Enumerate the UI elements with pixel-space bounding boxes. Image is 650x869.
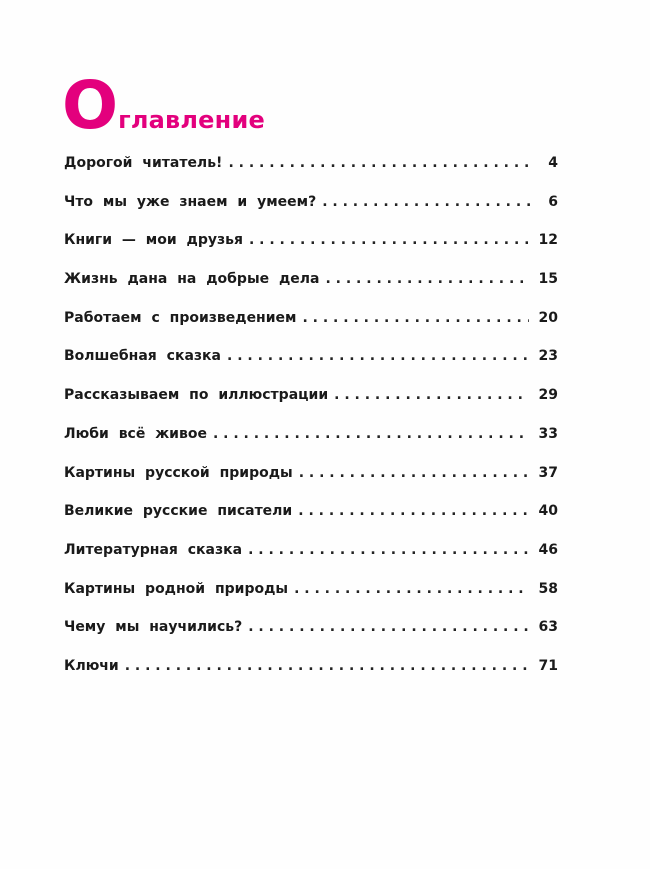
toc-entry-label: Что мы уже знаем и умеем? (64, 193, 317, 210)
toc-entry-page-number: 6 (548, 193, 558, 210)
toc-entry-label: Ключи (64, 657, 119, 674)
toc-entry-page-number: 63 (538, 619, 558, 636)
toc-entry-russian-nature[interactable] (64, 465, 558, 504)
toc-entry-label: Работаем с произведением (64, 309, 297, 326)
toc-entry-native-nature[interactable] (64, 581, 558, 620)
dot-leader (299, 465, 529, 481)
dot-leader (298, 503, 528, 519)
toc-entry-literary-tale[interactable] (64, 542, 558, 581)
toc-entry-page-number: 71 (538, 657, 558, 674)
toc-entry-dear-reader[interactable] (64, 155, 558, 194)
toc-entry-label: Великие русские писатели (64, 503, 293, 520)
toc-entry-working-with-text[interactable] (64, 310, 558, 349)
title-rest: главление (118, 106, 265, 135)
toc-entry-page-number: 40 (538, 503, 558, 520)
toc-entry-answer-keys[interactable] (64, 658, 558, 697)
dot-leader (325, 271, 528, 287)
toc-entry-label: Жизнь дана на добрые дела (64, 271, 320, 288)
toc-entry-illustration-story[interactable] (64, 387, 558, 426)
toc-entry-page-number: 20 (538, 309, 558, 326)
dot-leader (248, 542, 528, 558)
toc-entry-page-number: 33 (538, 425, 558, 442)
dot-leader (228, 155, 530, 171)
dot-leader (248, 619, 528, 635)
toc-entry-magic-tale[interactable] (64, 348, 558, 387)
toc-entry-page-number: 29 (538, 387, 558, 404)
dot-leader (322, 194, 530, 210)
toc-entry-what-we-learned[interactable] (64, 619, 558, 658)
toc-entry-page-number: 46 (538, 541, 558, 558)
toc-entry-label: Волшебная сказка (64, 348, 221, 365)
dot-leader (125, 658, 529, 674)
toc-entry-good-deeds[interactable] (64, 271, 558, 310)
toc-entry-label: Книги — мои друзья (64, 232, 243, 249)
toc-entry-label: Картины родной природы (64, 580, 289, 597)
dot-leader (302, 310, 528, 326)
toc-entry-page-number: 37 (538, 464, 558, 481)
toc-entry-page-number: 23 (538, 348, 558, 365)
toc-entry-page-number: 12 (538, 232, 558, 249)
toc-entry-what-we-know[interactable] (64, 194, 558, 233)
toc-entry-label: Чему мы научились? (64, 619, 243, 636)
toc-entry-label: Картины русской природы (64, 464, 293, 481)
dot-leader (294, 581, 528, 597)
dot-leader (213, 426, 529, 442)
toc-entry-label: Дорогой читатель! (64, 155, 223, 171)
toc-entry-love-all-living[interactable] (64, 426, 558, 465)
toc-entry-page-number: 15 (538, 271, 558, 288)
page-title (62, 67, 265, 145)
table-of-contents (64, 155, 558, 697)
toc-entry-books-my-friends[interactable] (64, 232, 558, 271)
toc-entry-label: Рассказываем по иллюстрации (64, 387, 329, 404)
toc-entry-page-number: 58 (538, 580, 558, 597)
dot-leader (227, 348, 529, 364)
toc-entry-great-writers[interactable] (64, 503, 558, 542)
toc-entry-label: Люби всё живое (64, 425, 207, 442)
dot-leader (334, 387, 528, 403)
dot-leader (249, 232, 529, 248)
toc-entry-label: Литературная сказка (64, 541, 243, 558)
title-initial-letter: О (62, 67, 118, 145)
toc-entry-page-number: 4 (548, 155, 558, 171)
